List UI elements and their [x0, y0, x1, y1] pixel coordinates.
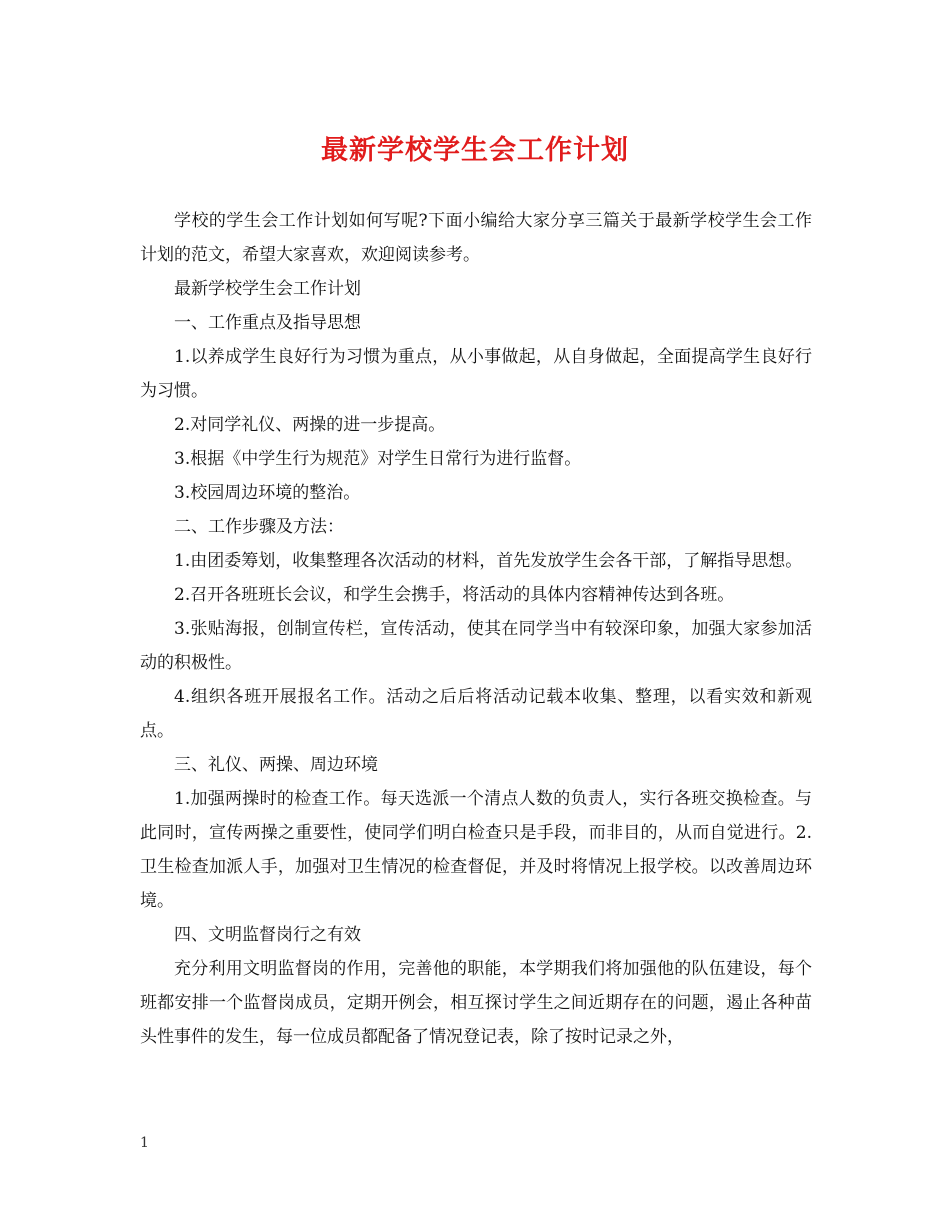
paragraph: 1.以养成学生良好行为习惯为重点，从小事做起，从自身做起，全面提高学生良好行为习惯。	[140, 347, 812, 401]
section-heading: 三、礼仪、两操、周边环境	[174, 755, 378, 775]
section-heading: 一、工作重点及指导思想	[174, 313, 361, 333]
paragraph: 4.组织各班开展报名工作。活动之后后将活动记载本收集、整理，以看实效和新观点。	[140, 687, 812, 741]
page-number: 1	[140, 1135, 149, 1151]
section-heading: 二、工作步骤及方法：	[174, 517, 344, 537]
paragraph: 3.根据《中学生行为规范》对学生日常行为进行监督。	[174, 449, 582, 469]
document-body	[140, 204, 812, 1054]
paragraph: 充分利用文明监督岗的作用，完善他的职能，本学期我们将加强他的队伍建设，每个班都安排一个监督岗成员，定期开例会，相互探讨学生之间近期存在的问题，遏止各种苗头性事件的发生，每一位成员都配备了情况登记表，除了按时记录之外，	[140, 959, 812, 1047]
document-title: 最新学校学生会工作计划	[321, 135, 629, 166]
paragraph: 3.校园周边环境的整治。	[174, 483, 361, 503]
paragraph: 3.张贴海报，创制宣传栏，宣传活动，使其在同学当中有较深印象，加强大家参加活动的积极性。	[140, 619, 812, 673]
section-heading: 四、文明监督岗行之有效	[174, 925, 361, 945]
paragraph: 1.由团委筹划，收集整理各次活动的材料，首先发放学生会各干部，了解指导思想。	[174, 551, 803, 571]
paragraph: 学校的学生会工作计划如何写呢?下面小编给大家分享三篇关于最新学校学生会工作计划的范文，希望大家喜欢，欢迎阅读参考。	[140, 211, 812, 265]
paragraph: 2.召开各班班长会议，和学生会携手，将活动的具体内容精神传达到各班。	[174, 585, 735, 605]
paragraph: 1.加强两操时的检查工作。每天选派一个清点人数的负责人，实行各班交换检查。与此同时，宣传两操之重要性，使同学们明白检查只是手段，而非目的，从而自觉进行。2.卫生检查加派人手，加强对卫生情况的检查督促，并及时将情况上报学校。以改善周边环境。	[140, 789, 812, 911]
paragraph: 2.对同学礼仪、两操的进一步提高。	[174, 415, 446, 435]
paragraph: 最新学校学生会工作计划	[174, 279, 361, 299]
